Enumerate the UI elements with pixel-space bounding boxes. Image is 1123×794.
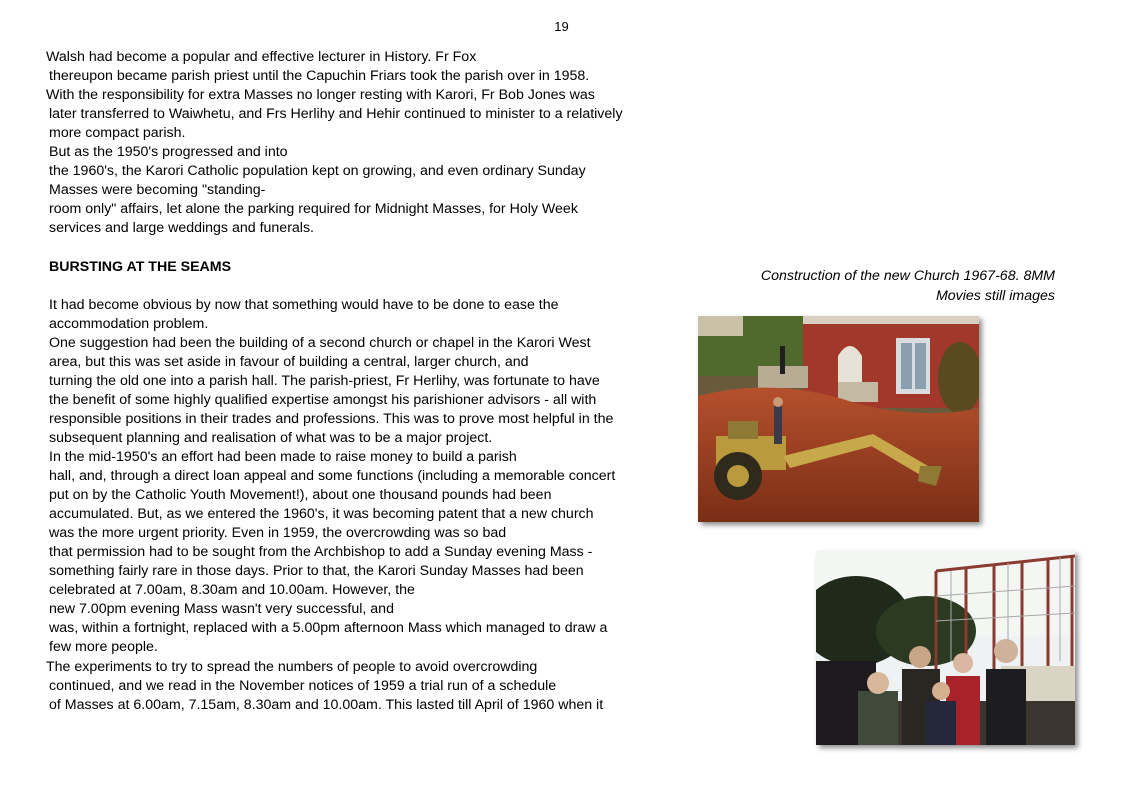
body-line: turning the old one into a parish hall. The parish-priest, Fr Herlihy, was fortunate to have [49,372,600,389]
body-line: room only" affairs, let alone the parking required for Midnight Masses, for Holy Week [49,201,578,218]
blank-line [46,277,696,296]
body-line: the 1960's, the Karori Catholic population kept on growing, and even ordinary Sunday [49,163,586,180]
body-line: put on by the Catholic Youth Movement!), about one thousand pounds had been [49,487,552,504]
body-line: Walsh had become a popular and effective lecturer in History. Fr Fox [46,49,477,65]
body-line: more compact parish. [49,125,186,142]
body-text [46,48,696,715]
body-line: the benefit of some highly qualified expertise amongst his parishioner advisors - all with [49,391,597,408]
body-line: The experiments to try to spread the numbers of people to avoid overcrowding [46,658,538,675]
page-number: 19 [554,19,569,34]
caption-line: Movies still images [935,288,1055,304]
body-line: It had become obvious by now that something would have to be done to ease the [49,296,559,313]
photo-caption [761,266,1055,306]
body-line: accommodation problem. [49,315,209,332]
body-line: continued, and we read in the November notices of 1959 a trial run of a schedule [49,677,557,694]
body-line: services and large weddings and funerals. [49,220,314,237]
body-line: Masses were becoming "standing- [49,182,266,199]
body-line: responsible positions in their trades and professions. This was to prove most helpful in the [49,410,614,427]
body-line: few more people. [49,639,158,656]
body-line: In the mid-1950's an effort had been made to raise money to build a parish [49,448,517,465]
body-line: thereupon became parish priest until the Capuchin Friars took the parish over in 1958. [49,68,590,85]
body-line: something fairly rare in those days. Prior to that, the Karori Sunday Masses had been [49,563,584,580]
body-line: new 7.00pm evening Mass wasn't very successful, and [49,601,394,618]
body-line: later transferred to Waiwhetu, and Frs Herlihy and Hehir continued to minister to a relatively [49,106,623,123]
section-heading: BURSTING AT THE SEAMS [49,258,232,275]
caption-line: Construction of the new Church 1967-68. 8MM [760,268,1055,284]
body-line: area, but this was set aside in favour of building a central, larger church, and [49,353,529,370]
body-line: that permission had to be sought from the Archbishop to add a Sunday evening Mass - [49,544,593,561]
body-line: But as the 1950's progressed and into [49,144,288,161]
body-line: One suggestion had been the building of a second church or chapel in the Karori West [49,334,591,351]
body-line: of Masses at 6.00am, 7.15am, 8.30am and 10.00am. This lasted till April of 1960 when it [49,696,604,713]
body-line: accumulated. But, as we entered the 1960's, it was becoming patent that a new church [49,506,594,523]
body-line: was, within a fortnight, replaced with a 5.00pm afternoon Mass which managed to draw a [49,620,608,637]
body-line: With the responsibility for extra Masses no longer resting with Karori, Fr Bob Jones was [46,87,595,104]
body-line: hall, and, through a direct loan appeal and some functions (including a memorable concert [49,468,616,485]
blank-line [46,238,696,257]
construction-photo-crowd [816,551,1075,745]
body-line: was the more urgent priority. Even in 1959, the overcrowding was so bad [49,525,507,542]
construction-photo-excavation [698,316,979,522]
body-line: subsequent planning and realisation of what was to be a major project. [49,429,493,446]
body-line: celebrated at 7.00am, 8.30am and 10.00am. However, the [49,582,415,599]
